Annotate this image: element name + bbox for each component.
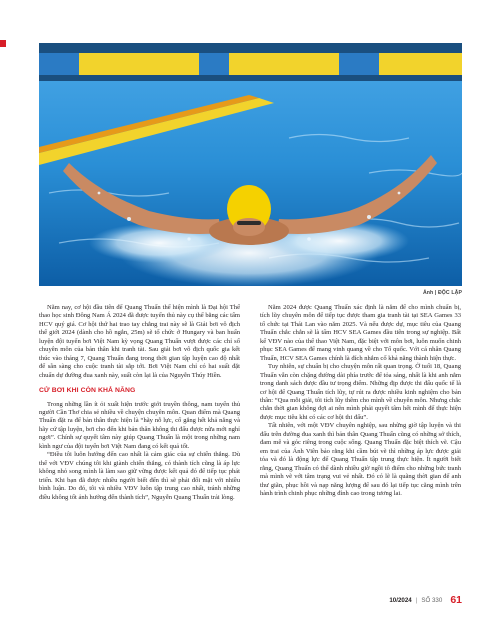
- article-paragraph: Trong những lần ít ỏi xuất hiện trước giới truyền thông, nam tuyển thủ người Cần Thơ chia sẻ nhiều về chuyện chuyên môn. Quan điểm mà Quang Thuấn đặt ra để bản thân thực hiện là “hãy nỗ lực, cố gắng hết khả năng và hãy cứ tập luyện, bơi cho đến khi bản thân không thi đấu được nữa mới nghỉ ngơi”. Chính sự quyết tâm này giúp Quang Thuấn là một trong những nam kình ngư của đội tuyển bơi Việt Nam đang có kết quả tốt.: [39, 400, 240, 450]
- footer-separator: |: [415, 596, 418, 604]
- photo-credit: Ảnh | ĐỘC LẬP: [422, 290, 462, 296]
- issue-date: 10/2024: [389, 596, 412, 604]
- article-right-column: [260, 304, 461, 498]
- article-paragraph: Năm 2024 được Quang Thuấn xác định là năm để cho mình chuẩn bị, tích lũy chuyên môn để tiếp tục được tham gia tranh tài tại SEA Games 33 tổ chức tại Thái Lan vào năm 2025. Và nếu được dự, mục tiêu của Quang Thuấn chắc chắn sẽ là tấm HCV SEA Games đầu tiên trong sự nghiệp. Bất kể VĐV nào của thể thao Việt Nam, đặc biệt với môn bơi, luôn muốn chinh phục SEA Games để mang vinh quang về cho Tổ quốc. Với cá nhân Quang Thuấn, HCV SEA Games chính là đích nhắm cố khả năng thành hiện thực.: [260, 304, 461, 362]
- red-corner-mark: [0, 40, 6, 47]
- article-left-column: [39, 304, 240, 502]
- article-paragraph: Tuy nhiên, sự chuẩn bị cho chuyện môn rất quan trọng. Ở tuổi 18, Quang Thuấn vẫn còn chặng đường dài phía trước để tỏa sáng, nhất là khi anh nằm trong danh sách được đầu tư trọng điểm. Những địp được thi đấu quốc tế là cơ hội để Quang Thuấn tích lũy, tự rút ra được nhiều kinh nghiệm cho bản thân: “Qua mỗi giải, tôi tích lũy thêm cho mình về chuyên môn. Nhưng chắc chắn thời gian không đợi ai nên mình phải quyết tâm hết mình để thực hiện được mục tiêu khi có các cơ hội thi đấu”.: [260, 363, 462, 421]
- article-paragraph: Tất nhiên, với một VĐV chuyên nghiệp, sau những giờ tập luyện và thi đấu trên đường đua xanh thì bản thân Quang Thuấn cũng có những sở thích, đam mê và góc riêng trong cuộc sống. Quang Thuấn đặc biệt thích vẽ. Cậu em trai của Ánh Viên bảo rằng khi cầm bút vẽ thì những áp lực được giải tỏa và đó là động lực để Quang Thuấn tập trung thực hiện. Ít người biết rằng, Quang Thuấn có thể dành nhiều giờ ngồi tô điểm cho những bức tranh mà mình vẽ với tâm trạng vui vẻ nhất. Đó có lẽ là quãng thời gian để anh thư giãn, phục hồi và nạp năng lượng để sau đó lại tiếp tục căng mình trên hành trình chinh phục những đỉnh cao trong tương lai.: [260, 422, 461, 497]
- swimmer-photo: [39, 43, 462, 286]
- article-subheading: CỬ BƠI KHI CÒN KHẢ NĂNG: [39, 387, 136, 395]
- page-number: 61: [450, 594, 462, 606]
- issue-number: SỐ 330: [421, 596, 443, 604]
- article-paragraph: “Điều tôi luôn hướng đến cao nhất là cảm giác của sự chiến thắng. Dù thế với VĐV chúng tôi khi giành chiến thắng, có thành tích cũng là áp lực không nhỏ song mình là làm sao giữ vững được kết quả đó để tiếp tục phát triển. Khi bạn đã được nhiều người biết đến thì sẽ phải đối mặt với nhiều bình luận. Do đó, tôi và nhiều VĐV luôn tập trung cao nhất, tránh những điều không tốt ảnh hưởng đến thành tích”, Nguyễn Quang Thuấn trải lòng.: [39, 451, 240, 501]
- page-footer: [389, 594, 462, 606]
- article-paragraph: Năm nay, cơ hội đầu tiên để Quang Thuấn thể hiện mình là Đại hội Thể thao học sinh Đông Nam Á 2024 đã được tuyển thủ này cụ thể bằng các tấm HCV quý giá. Cơ hội thứ hai trao tay chẳng trai này sẽ là Giải bơi vô địch thế giới 2024 (dành cho hồ ngắn, 25m) sẽ tổ chức ở Hungary và ban huấn luyện đội tuyển bơi Việt Nam kỳ vọng Quang Thuấn vượt được các chỉ số chuyên môn của bản thân khi tranh tài. Sau giải bơi vô địch quốc gia kết thúc vào tháng 7, Quang Thuấn đang trong thời gian tập luyện cao độ nhất để sẵn sàng cho cuộc tranh tài sắp tới. Bơi Việt Nam chỉ có hai suất đặt chuẩn dự đường đua xanh này, suất còn lại là của Nguyễn Thúy Hiền.: [39, 304, 240, 379]
- butterfly-swimmer-image: [39, 43, 462, 286]
